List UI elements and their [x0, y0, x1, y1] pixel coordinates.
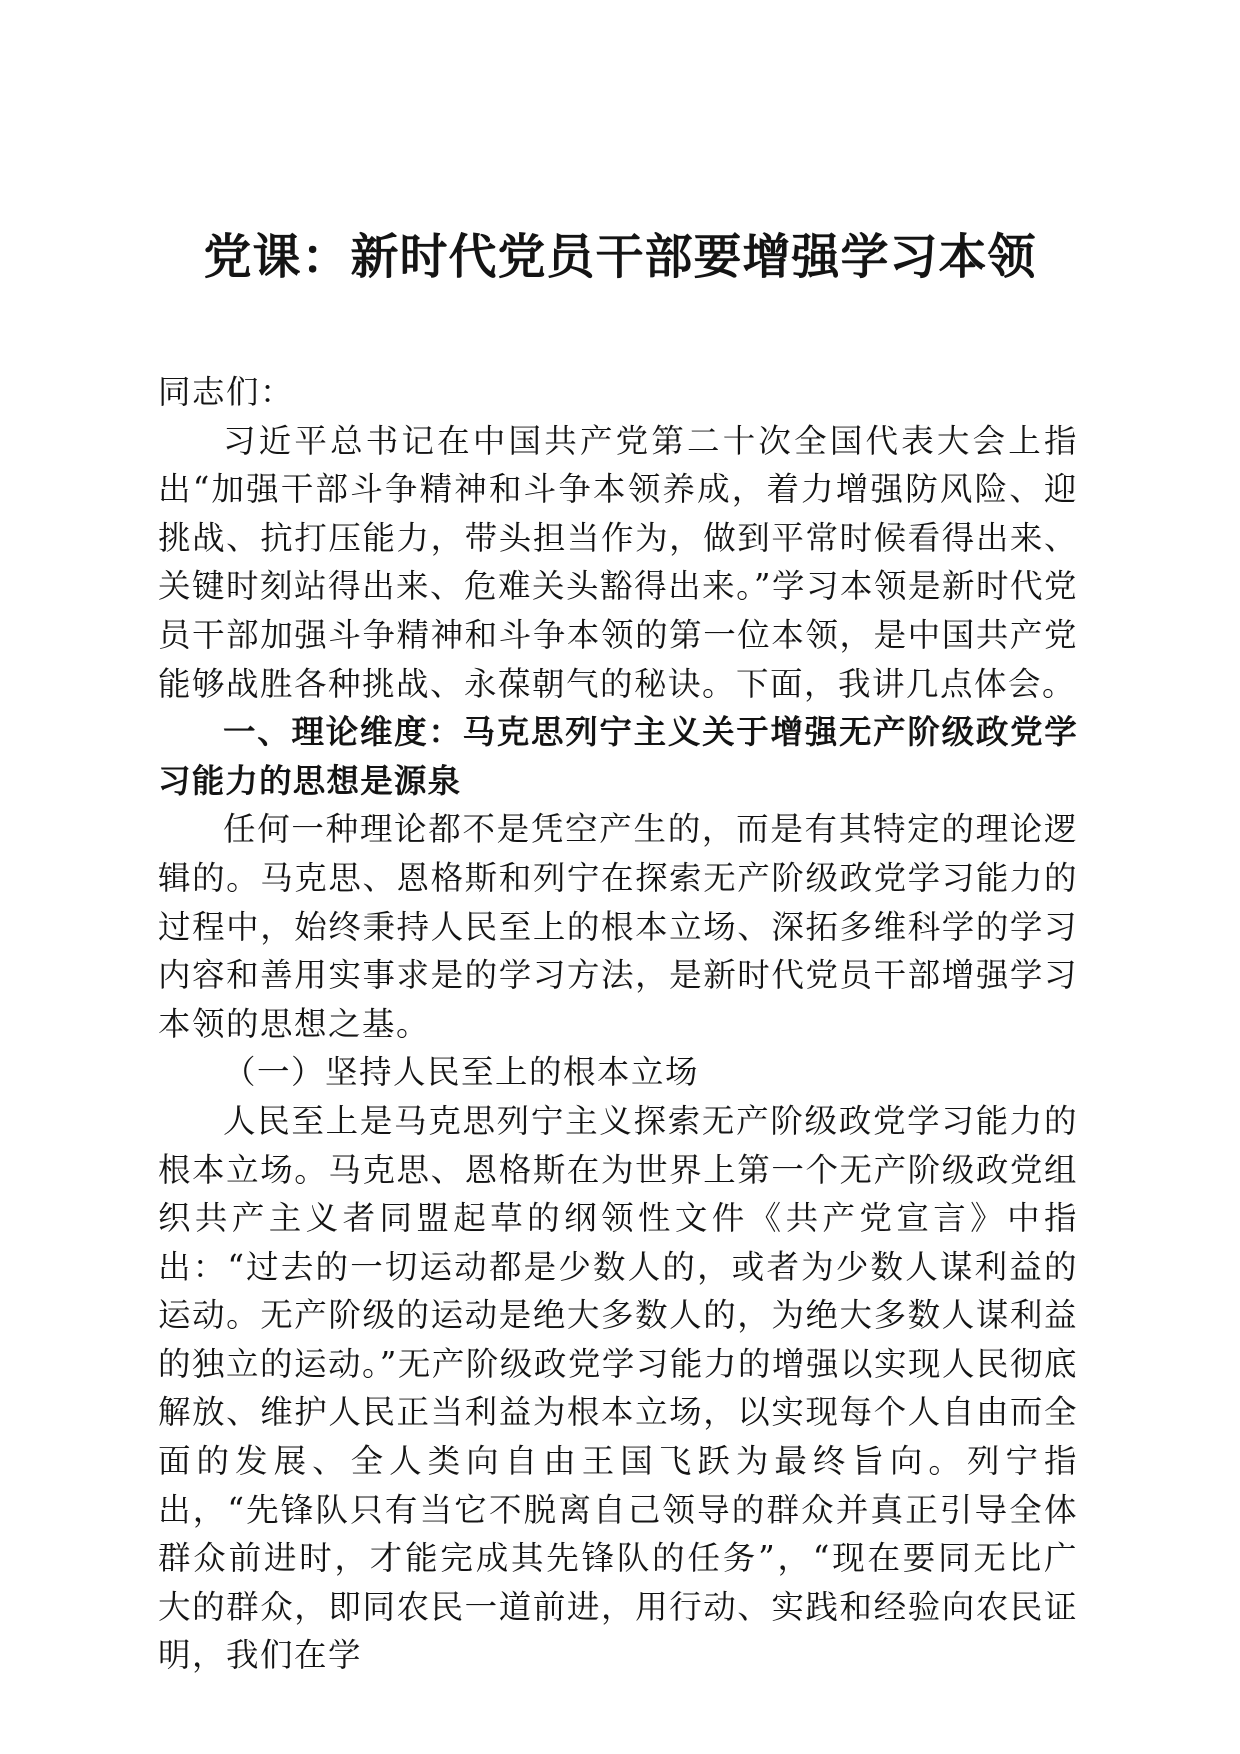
salutation: 同志们： [158, 373, 295, 411]
paragraph-theory: 任何一种理论都不是凭空产生的，而是有其特定的理论逻辑的。马克思、恩格斯和列宁在探索无产阶级政党学习能力的过程中，始终秉持人民至上的根本立场、深拓多维科学的学习内容和善用实事求是的学习方法，是新时代党员干部增强学习本领的思想之基。 [158, 810, 1078, 1043]
document-body [158, 368, 1078, 1680]
paragraph-intro: 习近平总书记在中国共产党第二十次全国代表大会上指出“加强干部斗争精神和斗争本领养成，着力增强防风险、迎挑战、抗打压能力，带头担当作为，做到平常时候看得出来、关键时刻站得出来、危难关头豁得出来。”学习本领是新时代党员干部加强斗争精神和斗争本领的第一位本领，是中国共产党能够战胜各种挑战、永葆朝气的秘诀。下面，我讲几点体会。 [158, 421, 1078, 703]
paragraph-people-first: 人民至上是马克思列宁主义探索无产阶级政党学习能力的根本立场。马克思、恩格斯在为世界上第一个无产阶级政党组织共产主义者同盟起草的纲领性文件《共产党宣言》中指出：“过去的一切运动都是少数人的，或者为少数人谋利益的运动。无产阶级的运动是绝大多数人的，为绝大多数人谋利益的独立的运动。”无产阶级政党学习能力的增强以实现人民彻底解放、维护人民正当利益为根本立场，以实现每个人自由而全面的发展、全人类向自由王国飞跃为最终旨向。列宁指出，“先锋队只有当它不脱离自己领导的群众并真正引导全体群众前进时，才能完成其先锋队的任务”，“现在要同无比广大的群众，即同农民一道前进，用行动、实践和经验向农民证明，我们在学 [158, 1101, 1078, 1675]
subsection-heading-1: （一）坚持人民至上的根本立场 [223, 1053, 700, 1092]
section-heading-1: 一、理论维度：马克思列宁主义关于增强无产阶级政党学习能力的思想是源泉 [158, 713, 1078, 800]
document-title: 党课：新时代党员干部要增强学习本领 [203, 229, 1037, 285]
